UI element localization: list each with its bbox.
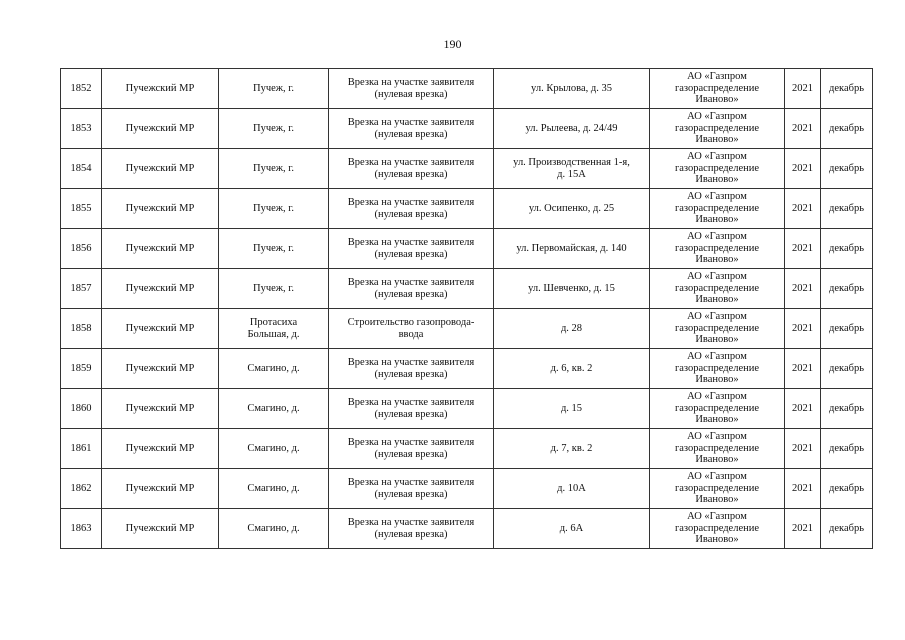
work-type-cell-line: Врезка на участке заявителя bbox=[347, 77, 475, 88]
locality-cell-line: Пучеж, г. bbox=[252, 162, 295, 174]
row-number-cell: 1853 bbox=[61, 109, 102, 149]
organization-cell-line: АО «Газпром bbox=[687, 471, 747, 483]
table-row bbox=[61, 269, 873, 309]
month-cell: декабрь bbox=[821, 469, 873, 509]
organization-cell bbox=[650, 349, 785, 389]
year-cell: 2021 bbox=[785, 349, 821, 389]
organization-cell-line: газораспределение bbox=[674, 442, 760, 454]
address-cell bbox=[494, 389, 650, 429]
row-number-cell: 1857 bbox=[61, 269, 102, 309]
organization-cell bbox=[650, 109, 785, 149]
row-number-cell: 1856 bbox=[61, 229, 102, 269]
year-cell: 2021 bbox=[785, 309, 821, 349]
row-number-cell: 1859 bbox=[61, 349, 102, 389]
address-cell-line: д. 28 bbox=[560, 322, 583, 334]
locality-cell bbox=[219, 109, 329, 149]
work-type-cell bbox=[329, 229, 494, 269]
page-number: 190 bbox=[443, 37, 462, 51]
table-row bbox=[61, 109, 873, 149]
work-type-cell-line: (нулевая врезка) bbox=[374, 208, 448, 220]
table-row bbox=[61, 69, 873, 109]
address-cell-line: ул. Осипенко, д. 25 bbox=[528, 202, 615, 214]
organization-cell-line: Иваново» bbox=[695, 374, 739, 386]
work-type-cell-line: Врезка на участке заявителя bbox=[347, 157, 475, 168]
district-cell: Пучежский МР bbox=[102, 69, 219, 109]
address-cell bbox=[494, 69, 650, 109]
year-cell: 2021 bbox=[785, 509, 821, 549]
organization-cell bbox=[650, 189, 785, 229]
work-type-cell-line: (нулевая врезка) bbox=[374, 168, 448, 180]
work-type-cell bbox=[329, 309, 494, 349]
organization-cell-line: Иваново» bbox=[695, 174, 739, 186]
work-type-cell-line: (нулевая врезка) bbox=[374, 528, 448, 540]
work-type-cell bbox=[329, 109, 494, 149]
locality-cell bbox=[219, 149, 329, 189]
locality-cell-line: Смагино, д. bbox=[247, 522, 300, 534]
organization-cell-line: Иваново» bbox=[695, 294, 739, 306]
district-cell: Пучежский МР bbox=[102, 389, 219, 429]
district-cell: Пучежский МР bbox=[102, 189, 219, 229]
row-number-cell: 1858 bbox=[61, 309, 102, 349]
work-type-cell-line: Врезка на участке заявителя bbox=[347, 197, 475, 208]
organization-cell-line: газораспределение bbox=[674, 482, 760, 494]
address-cell bbox=[494, 469, 650, 509]
organization-cell-line: АО «Газпром bbox=[687, 431, 747, 443]
work-type-cell-line: Врезка на участке заявителя bbox=[347, 437, 475, 448]
organization-cell-line: АО «Газпром bbox=[687, 311, 747, 323]
address-cell-line: ул. Крылова, д. 35 bbox=[531, 82, 612, 94]
address-cell-line: д. 10А bbox=[557, 482, 586, 494]
address-cell-line: ул. Первомайская, д. 140 bbox=[516, 242, 627, 254]
organization-cell-line: газораспределение bbox=[674, 522, 760, 534]
table-row bbox=[61, 389, 873, 429]
district-cell: Пучежский МР bbox=[102, 229, 219, 269]
organization-cell bbox=[650, 229, 785, 269]
organization-cell-line: газораспределение bbox=[674, 322, 760, 334]
month-cell: декабрь bbox=[821, 269, 873, 309]
table-row bbox=[61, 309, 873, 349]
year-cell: 2021 bbox=[785, 109, 821, 149]
organization-cell bbox=[650, 469, 785, 509]
year-cell: 2021 bbox=[785, 149, 821, 189]
organization-cell-line: газораспределение bbox=[674, 362, 760, 374]
table-row bbox=[61, 469, 873, 509]
work-type-cell-line: (нулевая врезка) bbox=[374, 248, 448, 260]
locality-cell bbox=[219, 229, 329, 269]
gasification-table bbox=[60, 68, 873, 549]
locality-cell bbox=[219, 389, 329, 429]
work-type-cell-line: Врезка на участке заявителя bbox=[347, 237, 475, 248]
locality-cell-line: Пучеж, г. bbox=[252, 202, 295, 214]
address-cell bbox=[494, 269, 650, 309]
organization-cell-line: Иваново» bbox=[695, 414, 739, 426]
work-type-cell bbox=[329, 349, 494, 389]
locality-cell-line: Смагино, д. bbox=[247, 402, 300, 414]
locality-cell-line: Пучеж, г. bbox=[252, 282, 295, 294]
work-type-cell-line: ввода bbox=[398, 328, 424, 340]
work-type-cell bbox=[329, 509, 494, 549]
organization-cell bbox=[650, 149, 785, 189]
organization-cell-line: газораспределение bbox=[674, 202, 760, 214]
work-type-cell-line: (нулевая врезка) bbox=[374, 408, 448, 420]
work-type-cell-line: (нулевая врезка) bbox=[374, 128, 448, 140]
month-cell: декабрь bbox=[821, 229, 873, 269]
month-cell: декабрь bbox=[821, 309, 873, 349]
district-cell: Пучежский МР bbox=[102, 309, 219, 349]
table-row bbox=[61, 349, 873, 389]
organization-cell-line: АО «Газпром bbox=[687, 111, 747, 123]
month-cell: декабрь bbox=[821, 429, 873, 469]
address-cell bbox=[494, 349, 650, 389]
organization-cell-line: Иваново» bbox=[695, 334, 739, 346]
year-cell: 2021 bbox=[785, 389, 821, 429]
year-cell: 2021 bbox=[785, 189, 821, 229]
row-number-cell: 1860 bbox=[61, 389, 102, 429]
work-type-cell-line: (нулевая врезка) bbox=[374, 88, 448, 100]
address-cell bbox=[494, 429, 650, 469]
row-number-cell: 1855 bbox=[61, 189, 102, 229]
year-cell: 2021 bbox=[785, 69, 821, 109]
organization-cell-line: газораспределение bbox=[674, 122, 760, 134]
month-cell: декабрь bbox=[821, 509, 873, 549]
organization-cell-line: Иваново» bbox=[695, 494, 739, 506]
organization-cell-line: АО «Газпром bbox=[687, 351, 747, 363]
organization-cell-line: АО «Газпром bbox=[687, 151, 747, 163]
work-type-cell bbox=[329, 429, 494, 469]
work-type-cell-line: Врезка на участке заявителя bbox=[347, 357, 475, 368]
locality-cell-line: Пучеж, г. bbox=[252, 82, 295, 94]
year-cell: 2021 bbox=[785, 229, 821, 269]
locality-cell bbox=[219, 469, 329, 509]
year-cell: 2021 bbox=[785, 469, 821, 509]
organization-cell-line: Иваново» bbox=[695, 254, 739, 266]
district-cell: Пучежский МР bbox=[102, 429, 219, 469]
work-type-cell-line: Врезка на участке заявителя bbox=[347, 117, 475, 128]
month-cell: декабрь bbox=[821, 109, 873, 149]
month-cell: декабрь bbox=[821, 149, 873, 189]
work-type-cell-line: Врезка на участке заявителя bbox=[347, 477, 475, 488]
table-row bbox=[61, 509, 873, 549]
work-type-cell bbox=[329, 269, 494, 309]
address-cell bbox=[494, 309, 650, 349]
row-number-cell: 1852 bbox=[61, 69, 102, 109]
month-cell: декабрь bbox=[821, 69, 873, 109]
locality-cell-line: Пучеж, г. bbox=[252, 242, 295, 254]
organization-cell-line: газораспределение bbox=[674, 162, 760, 174]
organization-cell bbox=[650, 429, 785, 469]
work-type-cell-line: (нулевая врезка) bbox=[374, 288, 448, 300]
address-cell-line: ул. Производственная 1-я, bbox=[513, 157, 630, 168]
address-cell-line: ул. Шевченко, д. 15 bbox=[528, 282, 615, 294]
table-row bbox=[61, 149, 873, 189]
locality-cell-line: Большая, д. bbox=[247, 328, 300, 340]
district-cell: Пучежский МР bbox=[102, 509, 219, 549]
organization-cell bbox=[650, 269, 785, 309]
locality-cell bbox=[219, 349, 329, 389]
month-cell: декабрь bbox=[821, 349, 873, 389]
district-cell: Пучежский МР bbox=[102, 109, 219, 149]
work-type-cell bbox=[329, 189, 494, 229]
row-number-cell: 1863 bbox=[61, 509, 102, 549]
address-cell bbox=[494, 229, 650, 269]
organization-cell-line: АО «Газпром bbox=[687, 231, 747, 243]
district-cell: Пучежский МР bbox=[102, 269, 219, 309]
row-number-cell: 1854 bbox=[61, 149, 102, 189]
organization-cell-line: АО «Газпром bbox=[687, 191, 747, 203]
row-number-cell: 1861 bbox=[61, 429, 102, 469]
address-cell-line: д. 15А bbox=[557, 168, 586, 180]
address-cell bbox=[494, 189, 650, 229]
work-type-cell bbox=[329, 389, 494, 429]
district-cell: Пучежский МР bbox=[102, 149, 219, 189]
organization-cell-line: газораспределение bbox=[674, 82, 760, 94]
work-type-cell-line: (нулевая врезка) bbox=[374, 488, 448, 500]
organization-cell-line: газораспределение bbox=[674, 242, 760, 254]
address-cell-line: д. 6А bbox=[559, 522, 584, 534]
organization-cell-line: Иваново» bbox=[695, 214, 739, 226]
organization-cell-line: АО «Газпром bbox=[687, 271, 747, 283]
row-number-cell: 1862 bbox=[61, 469, 102, 509]
work-type-cell-line: Врезка на участке заявителя bbox=[347, 517, 475, 528]
organization-cell-line: Иваново» bbox=[695, 134, 739, 146]
address-cell-line: д. 7, кв. 2 bbox=[550, 442, 593, 454]
locality-cell-line: Смагино, д. bbox=[247, 362, 300, 374]
locality-cell bbox=[219, 189, 329, 229]
address-cell bbox=[494, 509, 650, 549]
locality-cell-line: Протасиха bbox=[249, 317, 298, 328]
organization-cell-line: Иваново» bbox=[695, 94, 739, 106]
organization-cell bbox=[650, 309, 785, 349]
year-cell: 2021 bbox=[785, 429, 821, 469]
work-type-cell-line: Врезка на участке заявителя bbox=[347, 277, 475, 288]
locality-cell bbox=[219, 69, 329, 109]
address-cell-line: д. 15 bbox=[560, 402, 583, 414]
organization-cell-line: АО «Газпром bbox=[687, 511, 747, 523]
organization-cell-line: Иваново» bbox=[695, 454, 739, 466]
table-row bbox=[61, 429, 873, 469]
locality-cell-line: Пучеж, г. bbox=[252, 122, 295, 134]
district-cell: Пучежский МР bbox=[102, 349, 219, 389]
locality-cell bbox=[219, 509, 329, 549]
work-type-cell bbox=[329, 149, 494, 189]
district-cell: Пучежский МР bbox=[102, 469, 219, 509]
month-cell: декабрь bbox=[821, 189, 873, 229]
work-type-cell-line: Врезка на участке заявителя bbox=[347, 397, 475, 408]
work-type-cell-line: Строительство газопровода- bbox=[347, 317, 475, 328]
organization-cell-line: газораспределение bbox=[674, 402, 760, 414]
work-type-cell bbox=[329, 69, 494, 109]
organization-cell-line: АО «Газпром bbox=[687, 391, 747, 403]
organization-cell bbox=[650, 69, 785, 109]
locality-cell bbox=[219, 309, 329, 349]
organization-cell bbox=[650, 389, 785, 429]
locality-cell bbox=[219, 429, 329, 469]
work-type-cell-line: (нулевая врезка) bbox=[374, 368, 448, 380]
year-cell: 2021 bbox=[785, 269, 821, 309]
table-body bbox=[61, 69, 873, 549]
work-type-cell-line: (нулевая врезка) bbox=[374, 448, 448, 460]
locality-cell-line: Смагино, д. bbox=[247, 482, 300, 494]
address-cell-line: д. 6, кв. 2 bbox=[550, 362, 593, 374]
month-cell: декабрь bbox=[821, 389, 873, 429]
locality-cell bbox=[219, 269, 329, 309]
table-row bbox=[61, 229, 873, 269]
address-cell-line: ул. Рылеева, д. 24/49 bbox=[525, 122, 618, 134]
organization-cell-line: АО «Газпром bbox=[687, 71, 747, 83]
address-cell bbox=[494, 109, 650, 149]
work-type-cell bbox=[329, 469, 494, 509]
address-cell bbox=[494, 149, 650, 189]
organization-cell-line: газораспределение bbox=[674, 282, 760, 294]
organization-cell bbox=[650, 509, 785, 549]
organization-cell-line: Иваново» bbox=[695, 534, 739, 546]
locality-cell-line: Смагино, д. bbox=[247, 442, 300, 454]
table-row bbox=[61, 189, 873, 229]
